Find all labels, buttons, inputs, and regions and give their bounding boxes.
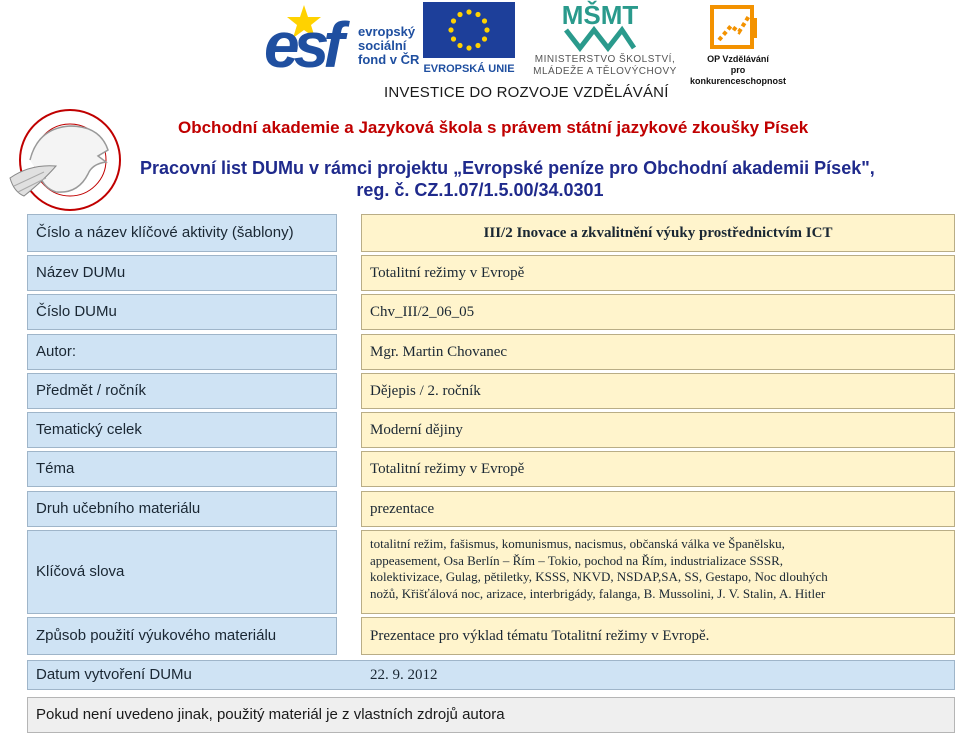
school-name: Obchodní akademie a Jazyková škola s právem státní jazykové zkoušky Písek — [178, 118, 809, 137]
eu-logo — [423, 2, 515, 78]
label-usage: Způsob použití výukového materiálu — [27, 617, 337, 655]
value-subject-year: Dějepis / 2. ročník — [361, 373, 955, 409]
esf-letters: esf — [264, 9, 339, 81]
label-thematic-unit: Tematický celek — [27, 412, 337, 448]
value-key-activity: III/2 Inovace a zkvalitnění výuky prostřednictvím ICT — [361, 214, 955, 252]
msmt-line2: MLÁDEŽE A TĚLOVÝCHOVY — [533, 66, 677, 77]
value-dum-number: Chv_III/2_06_05 — [361, 294, 955, 330]
label-dum-name: Název DUMu — [27, 255, 337, 291]
op-square-icon — [709, 4, 759, 52]
logo-strip — [258, 0, 798, 102]
op-logo — [683, 4, 793, 86]
source-note: Pokud není uvedeno jinak, použitý materiál je z vlastních zdrojů autora — [27, 697, 955, 733]
label-subject-year: Předmět / ročník — [27, 373, 337, 409]
label-key-activity: Číslo a název klíčové aktivity (šablony) — [27, 214, 337, 252]
school-seal-logo — [0, 100, 140, 218]
esf-text: evropský sociální fond v ČR — [358, 24, 420, 67]
project-reg-number: reg. č. CZ.1.07/1.5.00/34.0301 — [356, 180, 604, 200]
label-material-type: Druh učebního materiálu — [27, 491, 337, 527]
value-thematic-unit: Moderní dějiny — [361, 412, 955, 448]
value-author: Mgr. Martin Chovanec — [361, 334, 955, 370]
project-title: Pracovní list DUMu v rámci projektu „Evropské peníze pro Obchodní akademii Písek", — [140, 158, 875, 178]
eu-flag-icon — [423, 2, 515, 58]
op-line1: OP Vzdělávání — [707, 54, 769, 64]
msmt-mark-top: MŠMT — [561, 0, 639, 30]
value-topic: Totalitní režimy v Evropě — [361, 451, 955, 487]
keywords-line: totalitní režim, fašismus, komunismus, nacismus, občanská válka ve Španělsku, — [370, 536, 785, 551]
label-created-date: Datum vytvoření DUMu — [36, 666, 192, 683]
msmt-logo — [530, 0, 680, 80]
keywords-line: appeasement, Osa Berlín – Řím – Tokio, pochod na Řím, industrializace SSSR, — [370, 552, 783, 568]
keywords-line: kolektivizace, Gulag, pětiletky, KSSS, NKVD, NSDAP,SA, SS, Gestapo, Noc dlouhých — [370, 569, 828, 584]
eu-label: EVROPSKÁ UNIE — [423, 63, 515, 75]
date-row — [27, 660, 955, 690]
label-dum-number: Číslo DUMu — [27, 294, 337, 330]
value-material-type: prezentace — [361, 491, 955, 527]
value-keywords — [361, 530, 955, 614]
label-keywords: Klíčová slova — [27, 530, 337, 614]
value-usage: Prezentace pro výklad tématu Totalitní režimy v Evropě. — [361, 617, 955, 655]
value-created-date: 22. 9. 2012 — [370, 667, 438, 683]
esf-logo — [264, 3, 424, 81]
keywords-line: nožů, Křišťálová noc, arizace, interbrigády, falanga, B. Mussolini, J. V. Stalin, A. Hitler — [370, 585, 826, 601]
invest-slogan: INVESTICE DO ROZVOJE VZDĚLÁVÁNÍ — [384, 84, 669, 101]
msmt-mark-icon — [560, 0, 640, 52]
msmt-line1: MINISTERSTVO ŠKOLSTVÍ, — [534, 54, 676, 65]
label-author: Autor: — [27, 334, 337, 370]
label-topic: Téma — [27, 451, 337, 487]
value-dum-name: Totalitní režimy v Evropě — [361, 255, 955, 291]
op-line2: pro konkurenceschopnost — [689, 65, 787, 86]
